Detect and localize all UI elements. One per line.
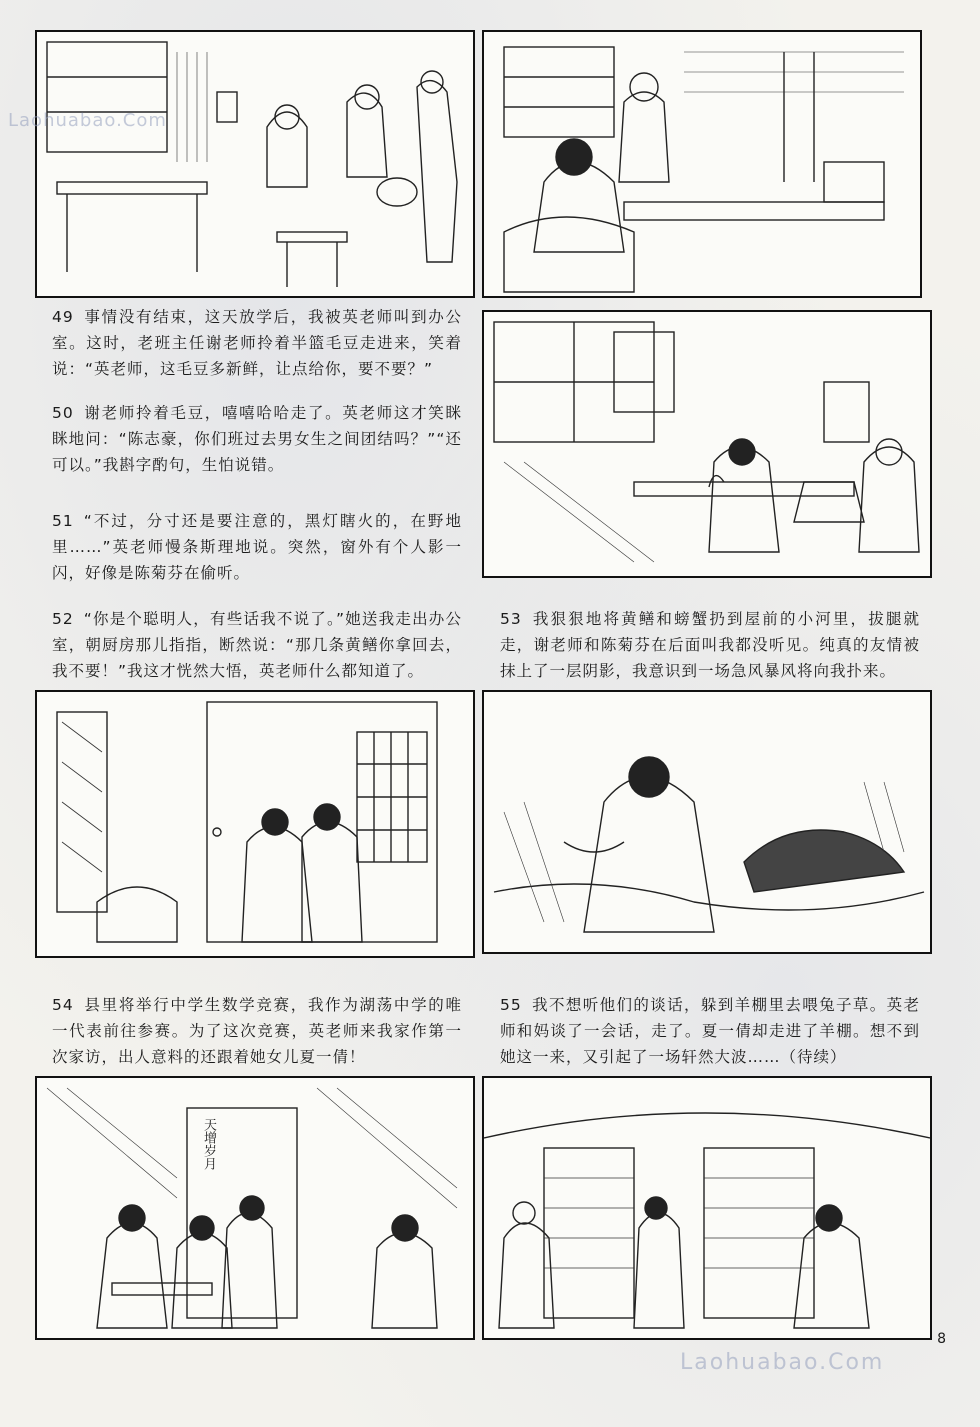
- watermark-bottom-right: Laohuabao.Com: [680, 1350, 885, 1375]
- caption-53-number: 53: [500, 610, 522, 628]
- watermark-top-left: Laohuabao.Com: [8, 110, 167, 131]
- panel-55-illustration: [482, 1076, 932, 1340]
- caption-50-number: 50: [52, 404, 74, 422]
- caption-49: [52, 304, 462, 382]
- caption-49-text: 事情没有结束，这天放学后，我被英老师叫到办公室。这时，老班主任谢老师拎着半篮毛豆走进来，笑着说：“英老师，这毛豆多新鲜，让点给你，要不要？”: [52, 308, 462, 378]
- caption-52-text: “你是个聪明人，有些话我不说了。”她送我走出办公室，朝厨房那儿指指，断然说：“那几条黄鳝你拿回去，我不要！”我这才恍然大悟，英老师什么都知道了。: [52, 610, 462, 680]
- panel-49-illustration: [35, 30, 475, 298]
- panel-53-illustration: [482, 690, 932, 954]
- caption-52-number: 52: [52, 610, 74, 628]
- caption-49-number: 49: [52, 308, 74, 326]
- caption-53: [500, 606, 920, 684]
- caption-54-text: 县里将举行中学生数学竞赛，我作为湖荡中学的唯一代表前往参赛。为了这次竞赛，英老师来我家作第一次家访，出人意料的还跟着她女儿夏一倩！: [52, 996, 462, 1066]
- caption-50-text: 谢老师拎着毛豆，嘻嘻哈哈走了。英老师这才笑眯眯地问：“陈志豪，你们班过去男女生之间团结吗？”“还可以。”我斟字酌句，生怕说错。: [52, 404, 462, 474]
- caption-54-number: 54: [52, 996, 74, 1014]
- caption-51-number: 51: [52, 512, 74, 530]
- page-number: 8: [937, 1331, 946, 1347]
- caption-51: [52, 508, 462, 586]
- caption-55-text: 我不想听他们的谈话，躲到羊棚里去喂兔子草。英老师和妈谈了一会话，走了。夏一倩却走进了羊棚。想不到她这一来，又引起了一场轩然大波……（待续）: [500, 996, 920, 1066]
- caption-51-text: “不过，分寸还是要注意的，黑灯瞎火的，在野地里……”英老师慢条斯理地说。突然，窗外有个人影一闪，好像是陈菊芬在偷听。: [52, 512, 462, 582]
- caption-55: [500, 992, 920, 1070]
- panel-54-sign: 天增岁月: [201, 1118, 216, 1170]
- caption-54: [52, 992, 462, 1070]
- panel-51-illustration: [482, 310, 932, 578]
- panel-52-illustration: [35, 690, 475, 958]
- caption-50: [52, 400, 462, 478]
- caption-55-number: 55: [500, 996, 522, 1014]
- panel-54-illustration: [35, 1076, 475, 1340]
- panel-50-illustration: [482, 30, 922, 298]
- caption-52: [52, 606, 462, 684]
- caption-53-text: 我狠狠地将黄鳝和螃蟹扔到屋前的小河里，拔腿就走，谢老师和陈菊芬在后面叫我都没听见。纯真的友情被抹上了一层阴影，我意识到一场急风暴风将向我扑来。: [500, 610, 920, 680]
